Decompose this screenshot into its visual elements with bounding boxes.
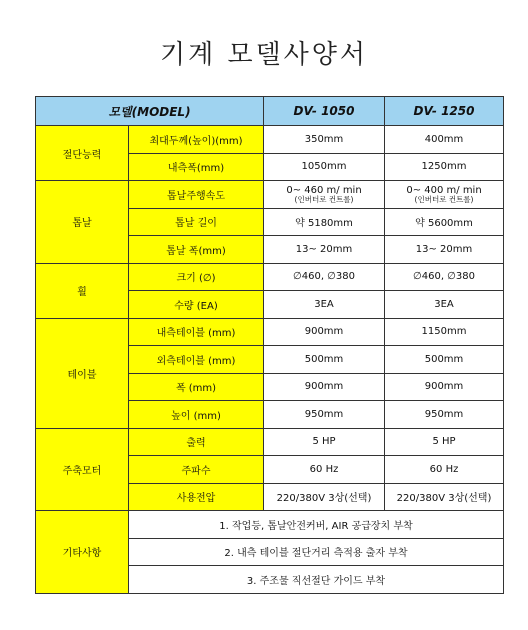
table-row (36, 318, 504, 346)
value-cell: 약 5600mm (385, 208, 504, 236)
table-row (36, 428, 504, 456)
row-label: 내측폭(mm) (129, 153, 264, 181)
row-label: 외측테이블 (mm) (129, 346, 264, 374)
note-item: 1. 작업등, 톱날안전커버, AIR 공급장치 부착 (129, 511, 504, 539)
header-row (36, 97, 504, 126)
row-label: 톱날 길이 (129, 208, 264, 236)
value-cell: 900mm (385, 373, 504, 401)
group-label-notes: 기타사항 (36, 511, 129, 594)
speed-main: 0~ 400 m/ min (406, 184, 482, 196)
row-label: 크기 (∅) (129, 263, 264, 291)
value-cell: 950mm (264, 401, 385, 429)
value-cell: 13~ 20mm (385, 236, 504, 264)
value-cell: 3EA (264, 291, 385, 319)
value-cell: 1250mm (385, 153, 504, 181)
table-row (36, 181, 504, 209)
group-label-motor: 주축모터 (36, 428, 129, 511)
row-label: 내측테이블 (mm) (129, 318, 264, 346)
group-label-blade: 톱날 (36, 181, 129, 264)
row-label: 톱날주행속도 (129, 181, 264, 209)
value-cell: 400mm (385, 126, 504, 154)
value-cell: 3EA (385, 291, 504, 319)
row-label: 사용전압 (129, 483, 264, 511)
table-row (36, 511, 504, 539)
value-cell: 5 HP (385, 428, 504, 456)
group-label-cutting: 절단능력 (36, 126, 129, 181)
speed-sub: (인버터로 컨트롤) (294, 194, 354, 204)
value-cell: 350mm (264, 126, 385, 154)
value-cell: 900mm (264, 373, 385, 401)
value-cell: 900mm (264, 318, 385, 346)
value-cell (264, 181, 385, 209)
spec-table (35, 96, 504, 594)
row-label: 수량 (EA) (129, 291, 264, 319)
value-cell: 약 5180mm (264, 208, 385, 236)
speed-sub: (인버터로 컨트롤) (414, 194, 474, 204)
value-cell: 220/380V 3상(선택) (264, 483, 385, 511)
value-cell: 950mm (385, 401, 504, 429)
row-label: 폭 (mm) (129, 373, 264, 401)
value-cell (385, 181, 504, 209)
note-item: 2. 내측 테이블 절단거리 측적용 출자 부착 (129, 538, 504, 566)
model-header-dv1050: DV- 1050 (264, 97, 385, 126)
row-label: 톱날 폭(mm) (129, 236, 264, 264)
model-header-dv1250: DV- 1250 (385, 97, 504, 126)
row-label: 최대두께(높이)(mm) (129, 126, 264, 154)
page-title: 기계 모델사양서 (159, 40, 369, 70)
value-cell: 60 Hz (264, 456, 385, 484)
value-cell: ∅460, ∅380 (264, 263, 385, 291)
value-cell: 220/380V 3상(선택) (385, 483, 504, 511)
row-label: 주파수 (129, 456, 264, 484)
table-row (36, 263, 504, 291)
value-cell: 60 Hz (385, 456, 504, 484)
speed-main: 0~ 460 m/ min (286, 184, 362, 196)
value-cell: 13~ 20mm (264, 236, 385, 264)
row-label: 출력 (129, 428, 264, 456)
group-label-wheel: 휠 (36, 263, 129, 318)
note-item: 3. 주조물 직선절단 가이드 부착 (129, 566, 504, 594)
value-cell: 500mm (264, 346, 385, 374)
value-cell: 5 HP (264, 428, 385, 456)
table-row (36, 126, 504, 154)
group-label-table: 테이블 (36, 318, 129, 428)
value-cell: 1150mm (385, 318, 504, 346)
model-label-header: 모델(MODEL) (36, 97, 264, 126)
value-cell: 500mm (385, 346, 504, 374)
row-label: 높이 (mm) (129, 401, 264, 429)
value-cell: ∅460, ∅380 (385, 263, 504, 291)
value-cell: 1050mm (264, 153, 385, 181)
